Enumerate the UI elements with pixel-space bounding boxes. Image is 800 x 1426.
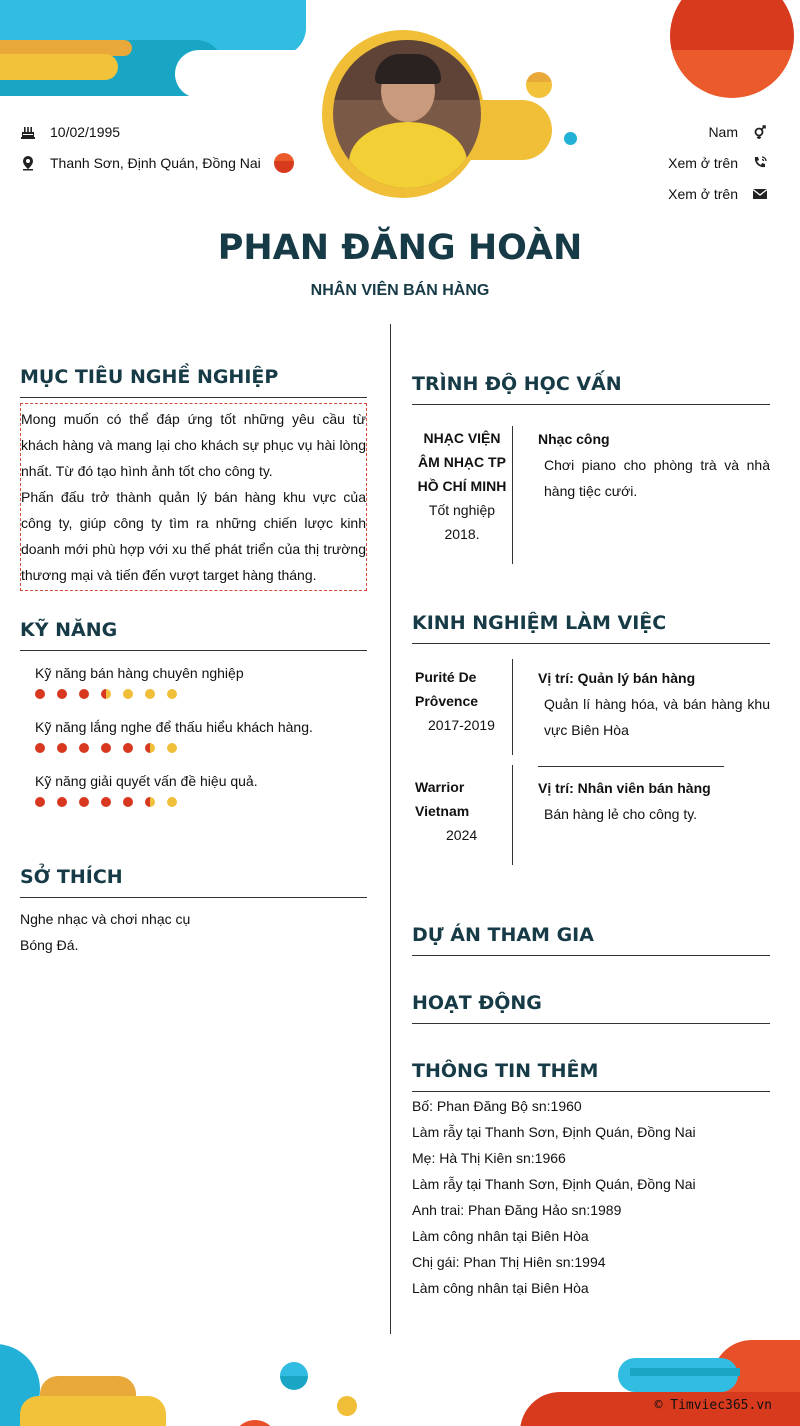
activities-section xyxy=(412,992,770,1024)
birthday-row xyxy=(20,124,120,140)
address-text: Thanh Sơn, Định Quán, Đồng Nai xyxy=(50,155,261,171)
objective-section xyxy=(20,366,367,591)
education-description: Chơi piano cho phòng trà và nhà hàng tiệc cưới. xyxy=(544,457,770,499)
experience-description: Bán hàng lẻ cho công ty. xyxy=(544,806,698,822)
location-pin-icon xyxy=(20,155,36,171)
email-row xyxy=(668,186,768,202)
additional-line: Làm rẫy tại Thanh Sơn, Định Quán, Đồng Nai xyxy=(412,1124,696,1140)
rating-dot xyxy=(145,743,155,753)
education-major: Nhạc công xyxy=(538,431,610,447)
objective-heading: MỤC TIÊU NGHỀ NGHIỆP xyxy=(20,366,367,398)
skill-rating xyxy=(35,743,367,753)
rating-dot xyxy=(79,797,89,807)
rating-dot xyxy=(57,743,67,753)
skill-name: Kỹ năng giải quyết vấn đề hiệu quả. xyxy=(35,773,258,789)
skill-item xyxy=(20,719,367,753)
decor-top-right xyxy=(670,0,794,98)
hobby-item: Nghe nhạc và chơi nhạc cụ xyxy=(20,911,191,927)
additional-line: Làm công nhân tại Biên Hòa xyxy=(412,1228,589,1244)
skills-heading: KỸ NĂNG xyxy=(20,619,367,651)
gender-text: Nam xyxy=(708,124,738,140)
skill-name: Kỹ năng bán hàng chuyên nghiệp xyxy=(35,665,244,681)
hobbies-heading: SỞ THÍCH xyxy=(20,866,367,898)
decor-bottom-left xyxy=(0,1340,400,1426)
projects-heading: DỰ ÁN THAM GIA xyxy=(412,924,770,956)
rating-dot xyxy=(167,743,177,753)
avatar xyxy=(333,40,481,188)
rating-dot xyxy=(57,689,67,699)
experience-company: Purité De Prôvence xyxy=(415,669,479,709)
envelope-icon xyxy=(752,186,768,202)
cake-icon xyxy=(20,124,36,140)
rating-dot xyxy=(167,797,177,807)
additional-line: Mẹ: Hà Thị Kiên sn:1966 xyxy=(412,1150,566,1166)
skill-rating xyxy=(35,797,367,807)
rating-dot xyxy=(101,689,111,699)
experience-period: 2017-2019 xyxy=(428,717,495,733)
rating-dot xyxy=(35,797,45,807)
experience-section xyxy=(412,612,770,644)
watermark: © Timviec365.vn xyxy=(654,1398,772,1413)
rating-dot xyxy=(79,743,89,753)
experience-heading: KINH NGHIỆM LÀM VIỆC xyxy=(412,612,770,644)
experience-company: Warrior Vietnam xyxy=(415,779,470,819)
experience-separator xyxy=(538,766,724,767)
rating-dot xyxy=(123,689,133,699)
address-row xyxy=(20,155,261,171)
activities-heading: HOẠT ĐỘNG xyxy=(412,992,770,1024)
skill-item xyxy=(20,665,367,699)
decor-top-left xyxy=(0,0,310,100)
hobbies-section xyxy=(20,866,367,958)
rating-dot xyxy=(101,743,111,753)
gender-row xyxy=(708,124,768,140)
decor-dot xyxy=(564,132,577,145)
email-text: Xem ở trên xyxy=(668,186,738,202)
additional-line: Chị gái: Phan Thị Hiên sn:1994 xyxy=(412,1254,606,1270)
rating-dot xyxy=(145,689,155,699)
education-status: Tốt nghiệp 2018. xyxy=(428,502,496,542)
additional-line: Bố: Phan Đăng Bộ sn:1960 xyxy=(412,1098,582,1114)
skills-section xyxy=(20,619,367,807)
objective-paragraph: Phấn đấu trở thành quản lý bán hàng khu vực của công ty, giúp công ty tìm ra những chiến lược kinh doanh mới phù hợp với xu thế phát triển của thị trường thương mại và tiến đến vượt target hàng tháng. xyxy=(21,489,366,583)
job-title: NHÂN VIÊN BÁN HÀNG xyxy=(310,282,490,299)
skill-item xyxy=(20,773,367,807)
projects-section xyxy=(412,924,770,956)
rating-dot xyxy=(101,797,111,807)
skill-rating xyxy=(35,689,367,699)
rating-dot xyxy=(145,797,155,807)
experience-entry xyxy=(412,665,770,757)
decor-bottom-right xyxy=(500,1340,800,1426)
experience-description: Quản lí hàng hóa, và bán hàng khu vực Biên Hòa xyxy=(544,696,770,738)
phone-text: Xem ở trên xyxy=(668,155,738,171)
candidate-name: PHAN ĐĂNG HOÀN xyxy=(217,228,583,268)
additional-line: Làm rẫy tại Thanh Sơn, Định Quán, Đồng Nai xyxy=(412,1176,696,1192)
rating-dot xyxy=(79,689,89,699)
decor-dot xyxy=(526,72,552,98)
additional-line: Làm công nhân tại Biên Hòa xyxy=(412,1280,589,1296)
experience-entry xyxy=(412,775,770,867)
objective-paragraph: Mong muốn có thể đáp ứng tốt những yêu cầu từ khách hàng và mang lại cho khách sự phục vụ hài lòng nhất. Từ đó tạo hình ảnh tốt cho công ty. xyxy=(21,411,366,479)
experience-position: Vị trí: Quản lý bán hàng xyxy=(538,670,696,686)
phone-row xyxy=(668,155,768,171)
education-school: NHẠC VIỆN ÂM NHẠC TP HỒ CHÍ MINH xyxy=(417,430,507,494)
rating-dot xyxy=(35,743,45,753)
education-heading: TRÌNH ĐỘ HỌC VẤN xyxy=(412,373,770,405)
rating-dot xyxy=(167,689,177,699)
rating-dot xyxy=(123,743,133,753)
experience-position: Vị trí: Nhân viên bán hàng xyxy=(538,780,711,796)
skill-name: Kỹ năng lắng nghe để thấu hiểu khách hàng. xyxy=(35,719,313,735)
birthday-text: 10/02/1995 xyxy=(50,124,121,140)
phone-icon xyxy=(752,155,768,171)
additional-section xyxy=(412,1060,770,1301)
additional-heading: THÔNG TIN THÊM xyxy=(412,1060,770,1092)
rating-dot xyxy=(35,689,45,699)
rating-dot xyxy=(123,797,133,807)
column-divider xyxy=(390,324,391,1334)
additional-line: Anh trai: Phan Đăng Hảo sn:1989 xyxy=(412,1202,622,1218)
rating-dot xyxy=(57,797,67,807)
gender-icon xyxy=(752,124,768,140)
experience-period: 2024 xyxy=(446,827,478,843)
hobby-item: Bóng Đá. xyxy=(20,937,79,953)
decor-dot xyxy=(274,153,294,173)
objective-text xyxy=(20,403,367,591)
education-entry xyxy=(412,426,770,566)
education-section xyxy=(412,373,770,405)
